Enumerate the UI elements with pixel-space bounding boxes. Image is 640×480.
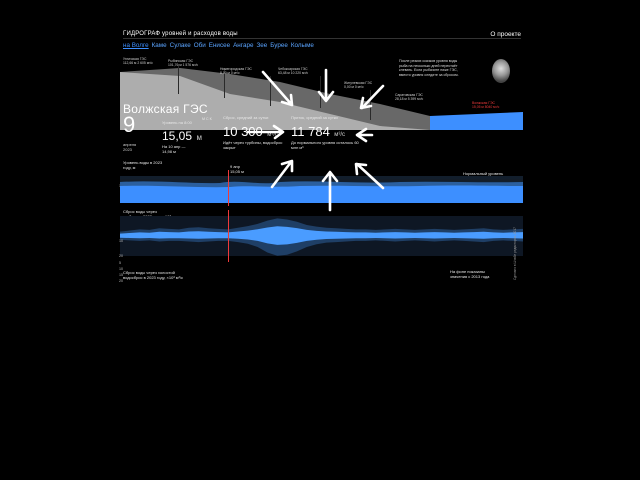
river-tab-volga[interactable]: на Волге xyxy=(123,42,149,49)
station-nizhny[interactable]: Нижегородская ГЭС 8,00 м 0 м³/с xyxy=(220,67,252,76)
discharge-value: 10 300 xyxy=(223,124,263,139)
discharge-note: Идёт через турбины, водосброс закрыт xyxy=(223,140,283,150)
level-prev: На 10 апр — 14,98 м xyxy=(162,144,186,154)
river-tab-yenisei[interactable]: Енисее xyxy=(208,42,231,49)
river-tab-kama[interactable]: Каме xyxy=(151,42,167,49)
river-tab-zeya[interactable]: Зее xyxy=(256,42,268,49)
turbine-chart-label: Сброс воды через xyxy=(123,209,157,214)
timezone-label: МСК xyxy=(202,117,213,121)
station-saratov[interactable]: Саратовская ГЭС 28,18 м 5 399 м³/с xyxy=(395,93,424,102)
background-note: На фоне показаны значения с 2013 года xyxy=(450,269,490,279)
turbine-y-tick-20: 20 xyxy=(119,254,123,258)
spill-chart-label: Сброс воды через холостой водосброс в 2023 году, ×10³ м³/с xyxy=(123,270,183,280)
page-title: ГИДРОГРАФ уровней и расходов воды xyxy=(123,31,238,37)
inflow-unit: м³/с xyxy=(334,132,346,138)
river-tab-sulak[interactable]: Сулаке xyxy=(169,42,191,49)
station-rybinsk[interactable]: Рыбинская ГЭС 101,76 м 1 576 м³/с xyxy=(168,59,199,68)
discharge-unit: м³/с xyxy=(267,132,279,138)
level-value: 15,05 xyxy=(162,129,193,143)
current-day: 9 xyxy=(123,112,136,137)
inflow-note: До нормального уровня осталось 60 млн м³ xyxy=(291,140,359,150)
station-cheboksary[interactable]: Чебоксарская ГЭС 63,48 м 10 220 м³/с xyxy=(278,67,309,76)
level-unit: м xyxy=(196,133,202,142)
station-title: Волжская ГЭС xyxy=(123,102,208,116)
about-link[interactable]: О проекте xyxy=(490,31,521,38)
level-label: Уровень на 8:00 xyxy=(162,120,192,125)
level-cursor-label: 9 апр 15,05 м xyxy=(230,164,244,174)
spill-y-tick-15: 15 xyxy=(119,273,123,277)
river-tab-kolyma[interactable]: Колыме xyxy=(290,42,314,49)
station-zhiguli[interactable]: Жигулевская ГЭС 0,00 м 0 м³/с xyxy=(344,81,373,90)
level-chart-label: Уровень воды в 2023 году, м xyxy=(123,160,163,170)
spill-y-tick-5: 5 xyxy=(119,261,121,265)
discharge-label: Сброс, средний за сутки xyxy=(223,115,269,120)
spill-y-tick-20: 20 xyxy=(119,279,123,283)
fishing-note: После резких скачков уровня воды рыба на несколько дней перестаёт клевать. Если рыбачите ниже ГЭС, вместо уровня следите за сбросом. xyxy=(399,59,459,77)
turbine-y-tick-10: 10 xyxy=(119,239,123,243)
river-tab-ob[interactable]: Оби xyxy=(193,42,206,49)
credit: Сделано в Штабе редакторов, 2017 xyxy=(513,227,517,280)
inflow-value: 11 784 xyxy=(291,124,330,139)
normal-level-label: Нормальный уровень xyxy=(463,171,504,176)
current-month: апреля xyxy=(123,142,137,147)
spill-y-tick-10: 10 xyxy=(119,267,123,271)
inflow-label: Приток, средний за сутки xyxy=(291,115,338,120)
station-volzhskaya[interactable]: Волжская ГЭС 15,05 м 8040 м³/с xyxy=(472,101,500,110)
river-tab-bureya[interactable]: Бурее xyxy=(270,42,288,49)
station-uglich[interactable]: Угличская ГЭС 112,66 м 2 605 м³/с xyxy=(123,57,153,66)
river-tab-angara[interactable]: Ангаре xyxy=(233,42,254,49)
current-year: 2023 xyxy=(123,147,132,152)
